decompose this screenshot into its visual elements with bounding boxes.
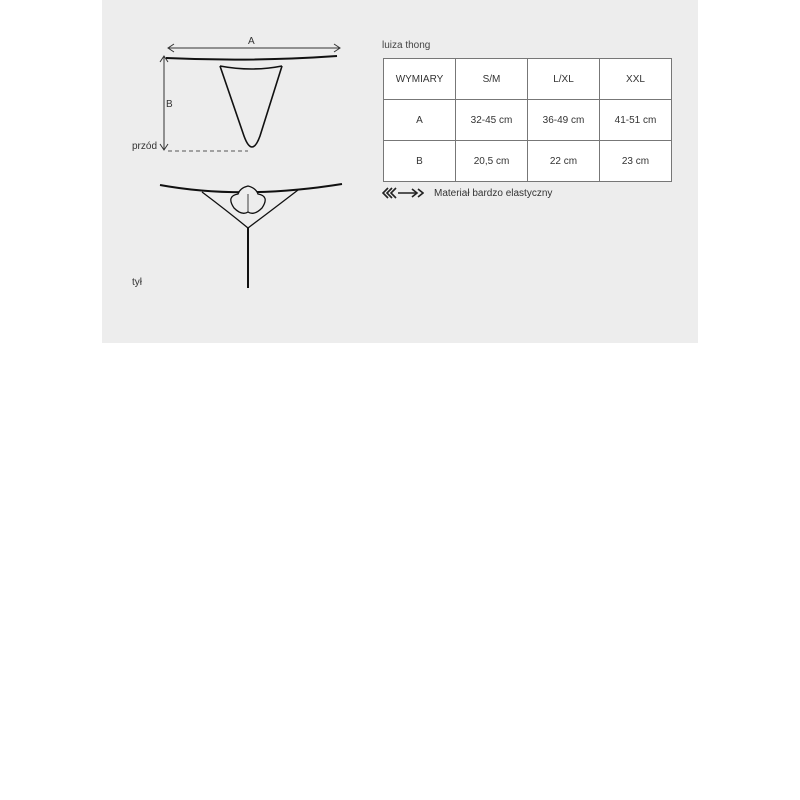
table-header-cell: XXL [600,59,672,100]
table-header-cell: S/M [456,59,528,100]
table-cell: 20,5 cm [456,141,528,182]
table-row [384,100,672,141]
thong-front-drawing [166,56,337,147]
table-cell: 36-49 cm [528,100,600,141]
dimension-a-label: A [248,36,255,47]
thong-back-drawing [160,184,342,288]
elasticity-text: Materiał bardzo elastyczny [434,187,553,199]
front-view-label: przód [132,141,158,152]
table-cell: 23 cm [600,141,672,182]
stretch-arrows-icon [382,186,424,200]
size-chart-panel [102,0,698,343]
table-cell: 41-51 cm [600,100,672,141]
back-view-label: tył [132,277,142,288]
product-title: luiza thong [382,40,431,51]
size-table [383,58,672,182]
elasticity-legend [382,186,552,200]
dimension-b-label: B [166,99,173,110]
table-cell: 22 cm [528,141,600,182]
table-header-cell: L/XL [528,59,600,100]
table-row [384,141,672,182]
table-cell: B [384,141,456,182]
table-cell: 32-45 cm [456,100,528,141]
table-header-cell: WYMIARY [384,59,456,100]
table-cell: A [384,100,456,141]
table-header-row [384,59,672,100]
